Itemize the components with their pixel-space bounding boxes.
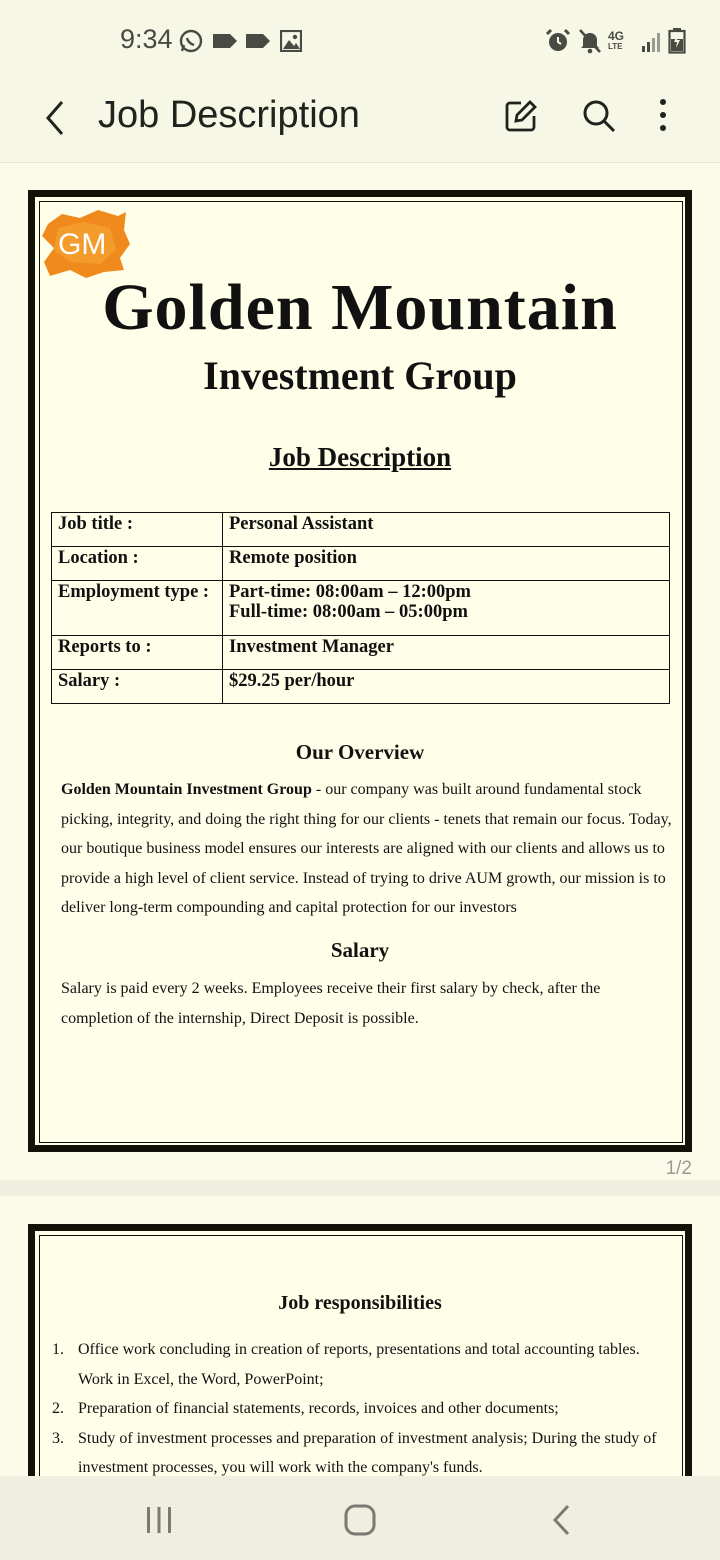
company-subtitle: Investment Group: [203, 353, 517, 398]
document-heading: Job Description: [268, 442, 452, 472]
4g-lte-icon: [608, 30, 632, 54]
list-item: [52, 1424, 677, 1483]
table-value: [223, 581, 670, 636]
signal-icon: [640, 30, 664, 52]
list-text: Office work concluding in creation of reports, presentations and total accounting tables. Work in Excel, the Word, PowerPoint;: [78, 1341, 640, 1388]
responsibilities-heading: Job responsibilities: [278, 1292, 442, 1314]
more-icon[interactable]: [641, 94, 685, 138]
employment-part-time: Part-time: 08:00am – 12:00pm: [229, 582, 471, 602]
mute-icon: [578, 28, 602, 54]
back-arrow-icon[interactable]: [34, 96, 78, 140]
table-row: [52, 547, 670, 581]
tag-icon: [246, 34, 270, 48]
overview-heading: Our Overview: [295, 740, 425, 764]
table-key: Salary :: [52, 670, 223, 704]
employment-full-time: Full-time: 08:00am – 05:00pm: [229, 602, 468, 622]
list-number: 3.: [52, 1429, 64, 1447]
table-key: Employment type :: [52, 581, 223, 636]
tag-icon: [213, 34, 237, 48]
table-value: Investment Manager: [223, 636, 670, 670]
recents-icon[interactable]: [139, 1500, 179, 1540]
list-item: [52, 1335, 677, 1394]
lte-badge: LTE: [608, 42, 623, 51]
salary-heading: Salary: [330, 938, 390, 962]
gallery-icon: [280, 30, 302, 52]
table-row: [52, 670, 670, 704]
list-item: [52, 1394, 677, 1424]
overview-company-name: Golden Mountain Investment Group: [61, 781, 312, 798]
table-value: $29.25 per/hour: [223, 670, 670, 704]
back-icon[interactable]: [542, 1500, 582, 1540]
navigation-bar: [0, 1476, 720, 1560]
table-row: [52, 581, 670, 636]
overview-paragraph: [61, 775, 681, 923]
table-value: Personal Assistant: [223, 513, 670, 547]
status-time: 9:34: [120, 24, 173, 54]
table-row: [52, 513, 670, 547]
network-type-label: 4G: [608, 29, 625, 43]
table-key: Location :: [52, 547, 223, 581]
list-text: Preparation of financial statements, records, invoices and other documents;: [78, 1400, 559, 1417]
job-details-table: [51, 512, 670, 704]
logo-text: GM: [58, 228, 107, 261]
company-logo: [40, 206, 132, 278]
app-bar: [0, 80, 720, 163]
table-key: Reports to :: [52, 636, 223, 670]
list-text: Study of investment processes and preparation of investment analysis; During the study of investment processes, you will work with the company's funds.: [78, 1429, 657, 1476]
salary-paragraph: Salary is paid every 2 weeks. Employees receive their first salary by check, after the completion of the internship, Direct Deposit is possible.: [61, 980, 601, 1027]
table-row: [52, 636, 670, 670]
list-number: 1.: [52, 1341, 64, 1358]
company-name: Golden Mountain: [102, 271, 618, 344]
battery-icon: [668, 28, 686, 54]
edit-icon[interactable]: [499, 94, 543, 138]
page-number: 1/2: [665, 1158, 692, 1179]
overview-text: - our company was built around fundamental stock picking, integrity, and doing the right thing for our clients - tenets that remain our focus. Today, our boutique business model ensures our interests are aligned with our clients and allows us to provide a high level of client service. Instead of trying to drive AUM growth, our mission is to deliver long-term compounding and capital protection for our investors: [61, 781, 672, 916]
list-number: 2.: [52, 1400, 64, 1417]
alarm-icon: [545, 28, 571, 54]
status-bar: [0, 0, 720, 80]
home-icon[interactable]: [340, 1500, 380, 1540]
page-separator: [0, 1180, 720, 1196]
page-title: Job Description: [98, 94, 360, 136]
table-value: Remote position: [223, 547, 670, 581]
whatsapp-icon: [178, 28, 204, 54]
responsibilities-list: [52, 1335, 677, 1483]
search-icon[interactable]: [577, 94, 621, 138]
table-key: Job title :: [52, 513, 223, 547]
